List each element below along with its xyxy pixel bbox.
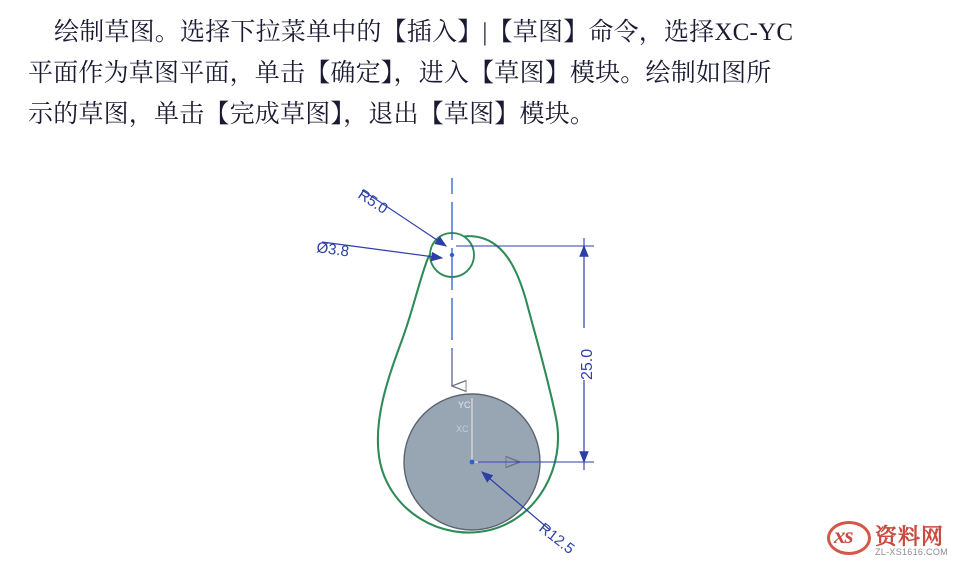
watermark-subtitle: ZL-XS1616.COM xyxy=(875,547,948,557)
dimension-hole-diameter xyxy=(315,239,442,260)
label-vertical-dim: 25.0 xyxy=(579,348,596,380)
watermark-title: 资料网 xyxy=(875,524,945,549)
svg-text:YC: YC xyxy=(458,400,471,410)
paragraph-line-2: 平面作为草图平面，单击【确定】，进入【草图】模块。绘制如图所 xyxy=(28,60,772,87)
label-radius-top: R5.0 xyxy=(354,186,391,218)
dimension-radius-top xyxy=(355,186,446,246)
watermark xyxy=(827,519,963,563)
instruction-paragraph xyxy=(28,12,948,135)
sketch-figure xyxy=(250,150,730,560)
svg-text:XC: XC xyxy=(456,424,469,434)
paragraph-line-3: 示的草图，单击【完成草图】，退出【草图】模块。 xyxy=(28,101,596,128)
label-radius-bottom: R12.5 xyxy=(535,519,578,558)
label-hole-diameter: Ø3.8 xyxy=(315,239,351,261)
paragraph-line-1: 绘制草图。选择下拉菜单中的【插入】|【草图】命令，选择XC-YC xyxy=(54,19,794,46)
watermark-monogram: xs xyxy=(834,523,853,548)
